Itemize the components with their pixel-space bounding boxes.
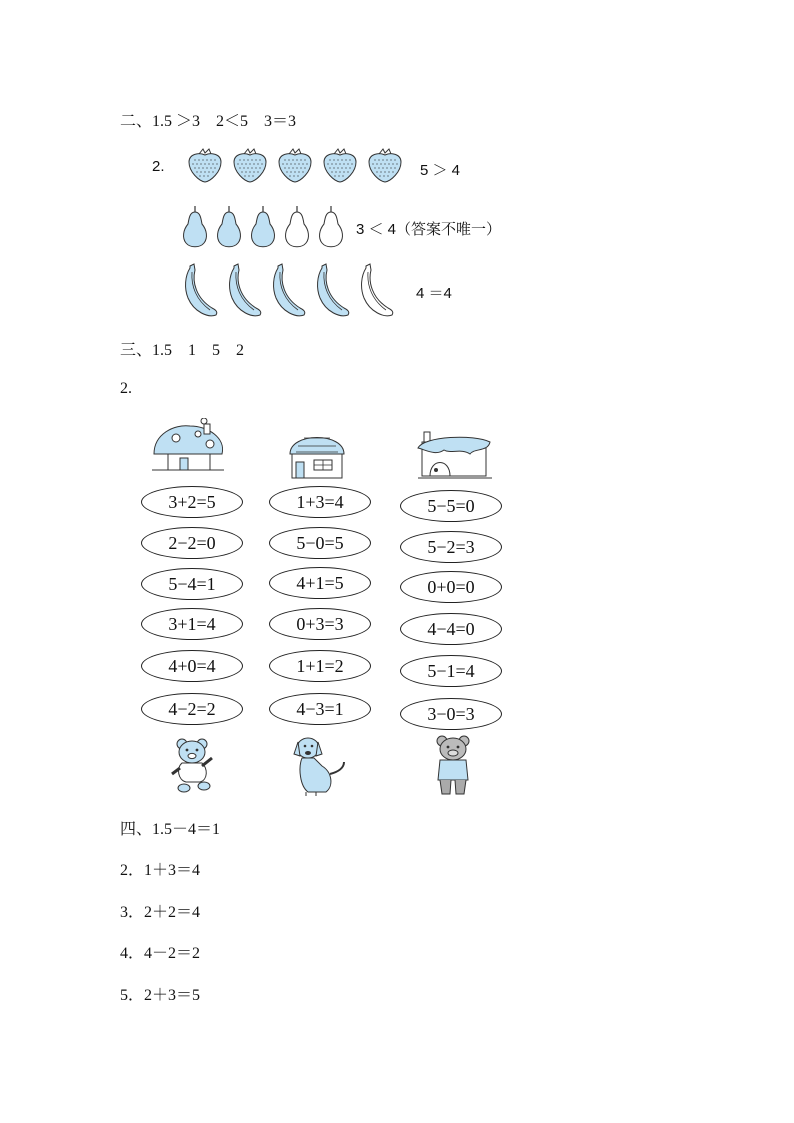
equation-oval[interactable]: 4+1=5 <box>269 567 371 599</box>
banana-compare: 4 ＝4 <box>416 285 452 302</box>
strawberry-row <box>185 148 410 191</box>
section3-line1: 三、1.5 1 5 2 <box>120 342 245 359</box>
mushroom-house-icon <box>146 418 230 482</box>
equation-oval[interactable]: 5−1=4 <box>400 655 502 687</box>
equation-oval[interactable]: 5−2=3 <box>400 531 502 563</box>
equation-oval[interactable]: 1+3=4 <box>269 486 371 518</box>
section4-line5: 5．2＋3＝5 <box>120 987 201 1004</box>
cub-icon <box>168 736 218 796</box>
banana-icon-group <box>182 262 407 320</box>
section3-q2-label: 2. <box>120 380 132 397</box>
snow-house-icon <box>414 428 496 484</box>
pear-icon-group <box>180 204 355 250</box>
equation-oval[interactable]: 2−2=0 <box>141 527 243 559</box>
section4-line3: 3．2＋2＝4 <box>120 904 201 921</box>
bear-icon <box>432 734 476 798</box>
section4-line1: 四、1.5－4＝1 <box>120 821 221 838</box>
section4-line4: 4．4－2＝2 <box>120 945 201 962</box>
equation-oval[interactable]: 0+0=0 <box>400 571 502 603</box>
strawberry-icon-group <box>185 148 410 186</box>
section4-line2: 2．1＋3＝4 <box>120 862 201 879</box>
banana-row <box>182 262 407 325</box>
dome-house-icon <box>282 424 352 486</box>
equation-oval[interactable]: 5−5=0 <box>400 490 502 522</box>
equation-oval[interactable]: 4−4=0 <box>400 613 502 645</box>
equation-oval[interactable]: 5−4=1 <box>141 568 243 600</box>
dog-icon <box>292 734 348 798</box>
equation-oval[interactable]: 4−3=1 <box>269 693 371 725</box>
equation-oval[interactable]: 4−2=2 <box>141 693 243 725</box>
pear-compare: 3 ＜ 4（答案不唯一） <box>356 221 502 238</box>
equation-oval[interactable]: 3+1=4 <box>141 608 243 640</box>
equation-oval[interactable]: 3−0=3 <box>400 698 502 730</box>
equation-oval[interactable]: 3+2=5 <box>141 486 243 518</box>
equation-oval[interactable]: 0+3=3 <box>269 608 371 640</box>
equation-oval[interactable]: 4+0=4 <box>141 650 243 682</box>
equation-oval[interactable]: 1+1=2 <box>269 650 371 682</box>
pear-row <box>180 204 355 255</box>
section2-line1: 二、1.5 ＞3 2＜5 3＝3 <box>120 113 297 130</box>
q2-label: 2. <box>152 158 165 175</box>
strawberry-compare: 5 ＞ 4 <box>420 162 461 179</box>
equation-oval[interactable]: 5−0=5 <box>269 527 371 559</box>
